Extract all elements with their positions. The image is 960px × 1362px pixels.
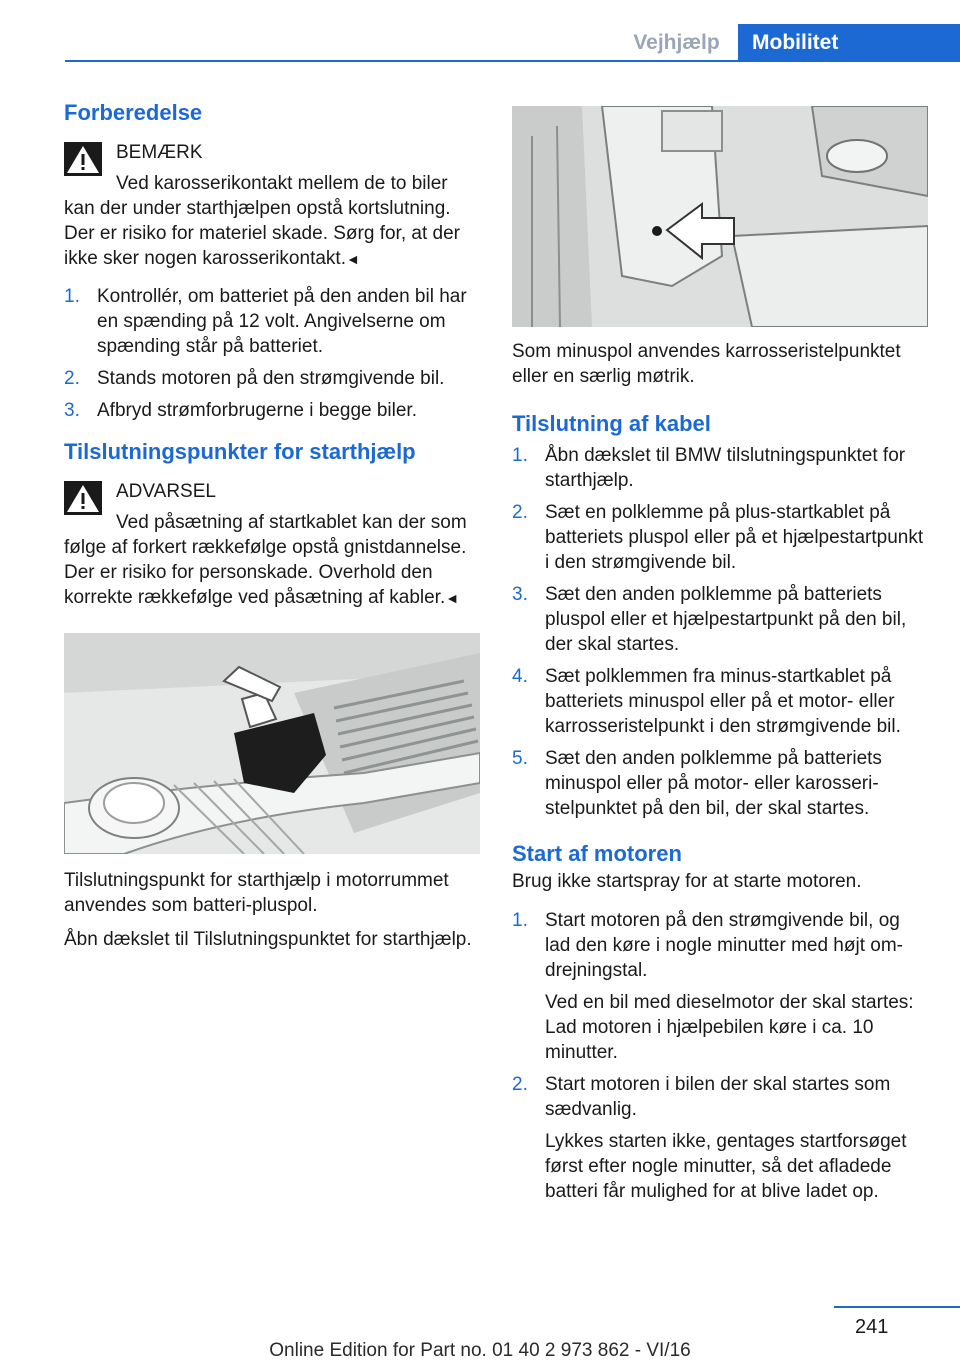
start-steps	[512, 908, 928, 1204]
warning-triangle-icon	[64, 481, 102, 515]
list-item: 1. Åbn dækslet til BMW tilslutningspunktet for starthjælp.	[512, 445, 906, 491]
list-item: 3. Afbryd strømforbrugerne i begge biler.	[64, 400, 417, 421]
list-item: 1. Kontrollér, om batteriet på den anden bil har en spænding på 12 volt. Angivelserne om spænding står på batteriet.	[64, 286, 467, 357]
list-item: 4. Sæt polklemmen fra minus-startkablet på batteriets minuspol eller på et motor- eller karrosseristelpunkt i den strømgivende bil.	[512, 666, 901, 737]
footer-rule	[834, 1306, 960, 1308]
photo-caption: Som minuspol anvendes karrosseristelpunktet eller en særlig møtrik.	[512, 341, 901, 387]
list-item: 2. Stands motoren på den strømgivende bil.	[64, 368, 445, 389]
section-title-tilslutning-af-kabel: Tilslutning af kabel	[512, 411, 711, 436]
photo-note: Åbn dækslet til Tilslutningspunktet for starthjælp.	[64, 929, 472, 950]
photo-caption: Tilslutningspunkt for starthjælp i motorrummet anvendes som batteri-pluspol.	[64, 870, 449, 916]
warning-box	[64, 479, 480, 611]
list-item: 2. Start motoren i bilen der skal startes som sædvanlig. Lykkes starten ikke, gentages startforsøget først efter nogle minutter, så det afladede batteri får mulighed for at blive ladet op.	[512, 1074, 907, 1202]
warning-triangle-icon	[64, 142, 102, 176]
preparation-steps	[64, 284, 480, 423]
warning-heading: ADVARSEL	[116, 481, 216, 502]
list-item: 5. Sæt den anden polklemme på batteriets minuspol eller på motor- eller karosseristelpunktet på den bil, der skal startes.	[512, 748, 882, 819]
end-mark-icon: ◄	[445, 590, 460, 606]
list-item: 1. Start motoren på den strømgivende bil, og lad den køre i nogle minutter med højt omdrejningstal. Ved en bil med dieselmotor der skal startes: Lad motoren i hjælpebilen køre i ca. 10 minutter.	[512, 910, 914, 1063]
section-tab-mobilitet[interactable]: Mobilitet	[738, 24, 960, 62]
header-rule	[65, 60, 960, 62]
page-number: 241	[855, 1316, 889, 1338]
section-title-forberedelse: Forberedelse	[64, 100, 203, 125]
end-mark-icon: ◄	[345, 251, 360, 267]
edition-footer: Online Edition for Part no. 01 40 2 973 862 - VI/16	[269, 1340, 691, 1361]
section-title-tilslutningspunkter: Tilslutningspunkter for starthjælp	[64, 439, 416, 464]
right-column	[512, 106, 928, 1211]
warning-body: Ved påsætning af startkablet kan der som følge af forkert rækkefølge opstå gnistdannelse. Der er risiko for personskade. Overhold den korrekte rækkefølge ved påsætning af kabler.◄	[64, 512, 467, 608]
note-box	[64, 140, 480, 272]
engine-bay-plus-terminal-photo	[64, 633, 480, 854]
note-heading: BEMÆRK	[116, 142, 203, 163]
section-title-start-af-motoren: Start af motoren	[512, 841, 682, 866]
start-intro: Brug ikke startspray for at starte motoren.	[512, 871, 862, 892]
cable-steps	[512, 443, 928, 821]
note-body: Ved karosserikontakt mellem de to biler kan der under starthjælpen opstå kortslutning. Der er risiko for materiel skade. Sørg for, at der ikke sker nogen karosserikontakt.◄	[64, 173, 460, 269]
list-item: 3. Sæt den anden polklemme på batteriets pluspol eller et hjælpestartpunkt på den bil, der skal startes.	[512, 584, 907, 655]
list-item: 2. Sæt en polklemme på plus-startkablet på batteriets pluspol eller på et hjælpestartpunkt i den strømgivende bil.	[512, 502, 924, 573]
section-tab-vejhjaelp[interactable]: Vejhjælp	[633, 31, 720, 54]
engine-bay-minus-terminal-photo	[512, 106, 928, 327]
left-column	[64, 98, 480, 952]
